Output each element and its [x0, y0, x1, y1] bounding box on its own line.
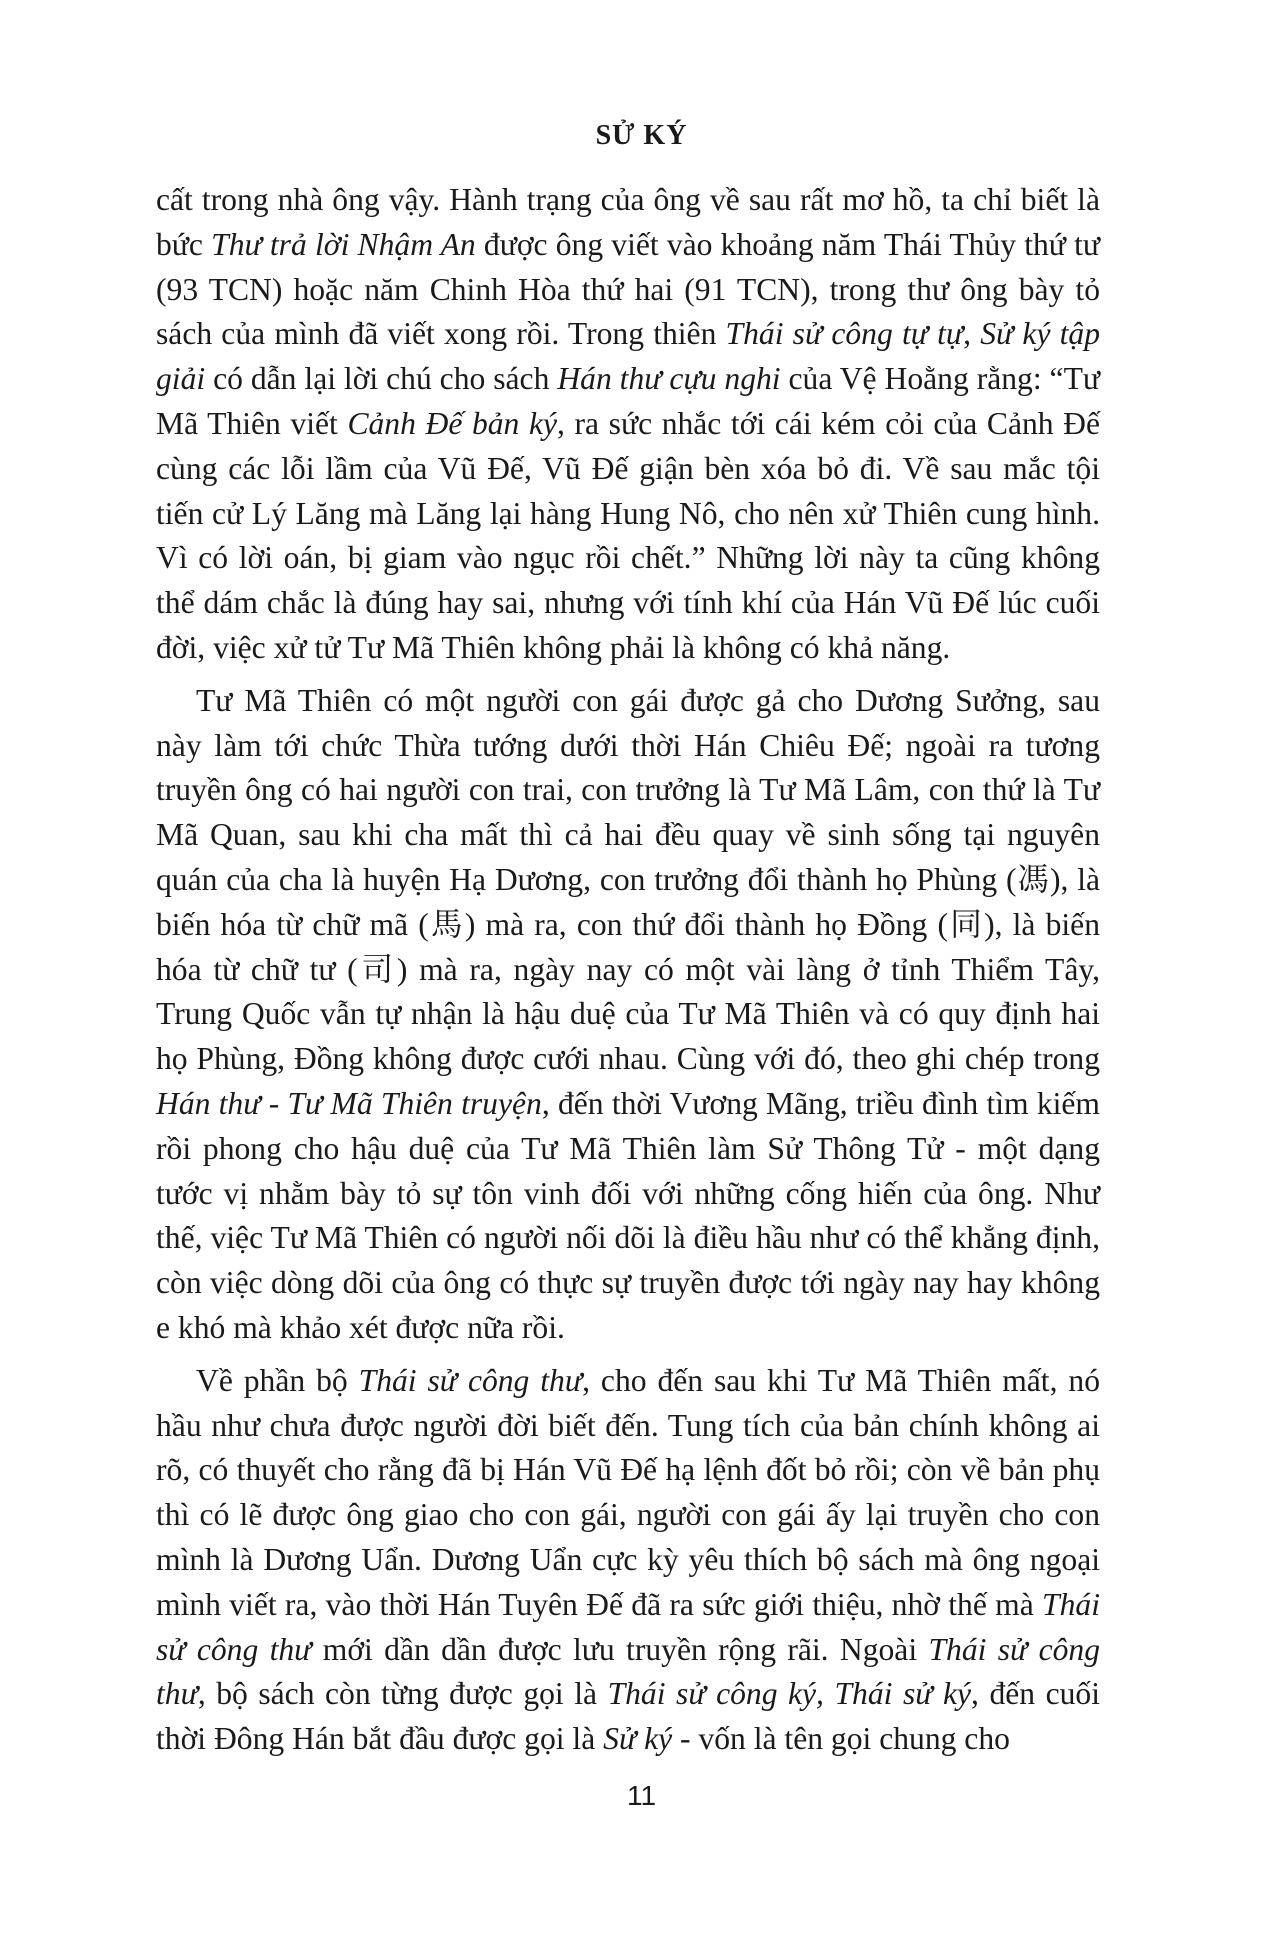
italic-title: Thái sử công thư — [156, 1631, 1101, 1712]
text-run: được ông viết vào khoảng năm Thái Thủy thứ tư (93 TCN) hoặc năm Chinh Hòa thứ hai (91 TCN), trong thư ông bày tỏ sách của mình đã viết xong rồi. Trong thiên — [156, 226, 1100, 352]
italic-title: Sử ký — [603, 1721, 673, 1757]
text-run: Tư Mã Thiên có một người con gái được gả cho Dương Sưởng, sau này làm tới chức Thừa tướng dưới thời Hán Chiêu Đế; ngoài ra tương truyền ông có hai người con trai, con trưởng là Tư Mã Lâm, con thứ là Tư Mã Quan, sau khi cha mất thì cả hai đều quay về sinh sống tại nguyên quán của cha là huyện Hạ Dương, con trưởng đổi thành họ Phùng (馮), là biến hóa từ chữ mã (馬) mà ra, con thứ đổi thành họ Đồng (同), là biến hóa từ chữ tư (司) mà ra, ngày nay có một vài làng ở tỉnh Thiểm Tây, Trung Quốc vẫn tự nhận là hậu duệ của Tư Mã Thiên và có quy định hai họ Phùng, Đồng không được cưới nhau. Cùng với đó, theo ghi chép trong — [156, 682, 1100, 1077]
text-run: mới dần dần được lưu truyền rộng rãi. Ngoài — [311, 1631, 929, 1667]
text-run: có dẫn lại lời chú cho sách — [205, 361, 558, 397]
italic-title: Thái sử công tự tự — [725, 316, 964, 352]
italic-title: Thái sử công thư — [358, 1362, 583, 1398]
text-run: , đến cuối thời Đông Hán bắt đầu được gọi là — [156, 1676, 1100, 1757]
text-run: , đến thời Vương Mãng, triều đình tìm kiếm rồi phong cho hậu duệ của Tư Mã Thiên làm Sử Thông Tử - một dạng tước vị nhằm bày tỏ sự tôn vinh đối với những cống hiến của ông. Như thế, việc Tư Mã Thiên có người nối dõi là điều hầu như có thể khẳng định, còn việc dòng dõi của ông có thực sự truyền được tới ngày nay hay không e khó mà khảo xét được nữa rồi. — [156, 1085, 1100, 1345]
italic-title: Hán thư cựu nghi — [557, 361, 781, 397]
text-run: , — [963, 316, 981, 352]
text-run: cất trong nhà ông vậy. Hành trạng của ông về sau rất mơ hồ, ta chỉ biết là bức — [156, 182, 1100, 262]
italic-title: Thái sử công thư — [156, 1586, 1100, 1667]
text-run: - vốn là tên gọi chung cho — [672, 1721, 1010, 1757]
italic-title: Sử ký tập giải — [156, 316, 1101, 397]
running-head-title: SỬ KÝ — [595, 120, 688, 151]
paragraph-descendants — [156, 679, 1100, 1351]
text-run: Về phần bộ — [196, 1362, 359, 1398]
italic-title: Thư trả lời Nhậm An — [211, 226, 476, 262]
italic-title: Hán thư - Tư Mã Thiên truyện — [156, 1085, 542, 1121]
text-run: , bộ sách còn từng được gọi là — [197, 1676, 608, 1712]
page-number: 11 — [626, 1780, 657, 1811]
paragraph-continued — [156, 178, 1100, 671]
italic-title: Cảnh Đế bản ký — [347, 405, 557, 441]
body-text — [156, 178, 1100, 1770]
text-run: , ra sức nhắc tới cái kém cỏi của Cảnh Đế cùng các lỗi lầm của Vũ Đế, Vũ Đế giận bèn xóa bỏ đi. Về sau mắc tội tiến cử Lý Lăng mà Lăng lại hàng Hung Nô, cho nên xử Thiên cung hình. Vì có lời oán, bị giam vào ngục rồi chết.” Những lời này ta cũng không thể dám chắc là đúng hay sai, nhưng với tính khí của Hán Vũ Đế lúc cuối đời, việc xử tử Tư Mã Thiên không phải là không có khả năng. — [156, 405, 1101, 665]
paragraph-thai-su-cong-thu — [156, 1359, 1100, 1762]
text-run: , cho đến sau khi Tư Mã Thiên mất, nó hầu như chưa được người đời biết đến. Tung tích của bản chính không ai rõ, có thuyết cho rằng đã bị Hán Vũ Đế hạ lệnh đốt bỏ rồi; còn về bản phụ thì có lẽ được ông giao cho con gái, người con gái ấy lại truyền cho con mình là Dương Uẩn. Dương Uẩn cực kỳ yêu thích bộ sách mà ông ngoại mình viết ra, vào thời Hán Tuyên Đế đã ra sức giới thiệu, nhờ thế mà — [156, 1362, 1100, 1622]
italic-title: Thái sử công ký, Thái sử ký — [607, 1676, 972, 1712]
text-run: của Vệ Hoằng rằng: “Tư Mã Thiên viết — [156, 361, 1100, 441]
